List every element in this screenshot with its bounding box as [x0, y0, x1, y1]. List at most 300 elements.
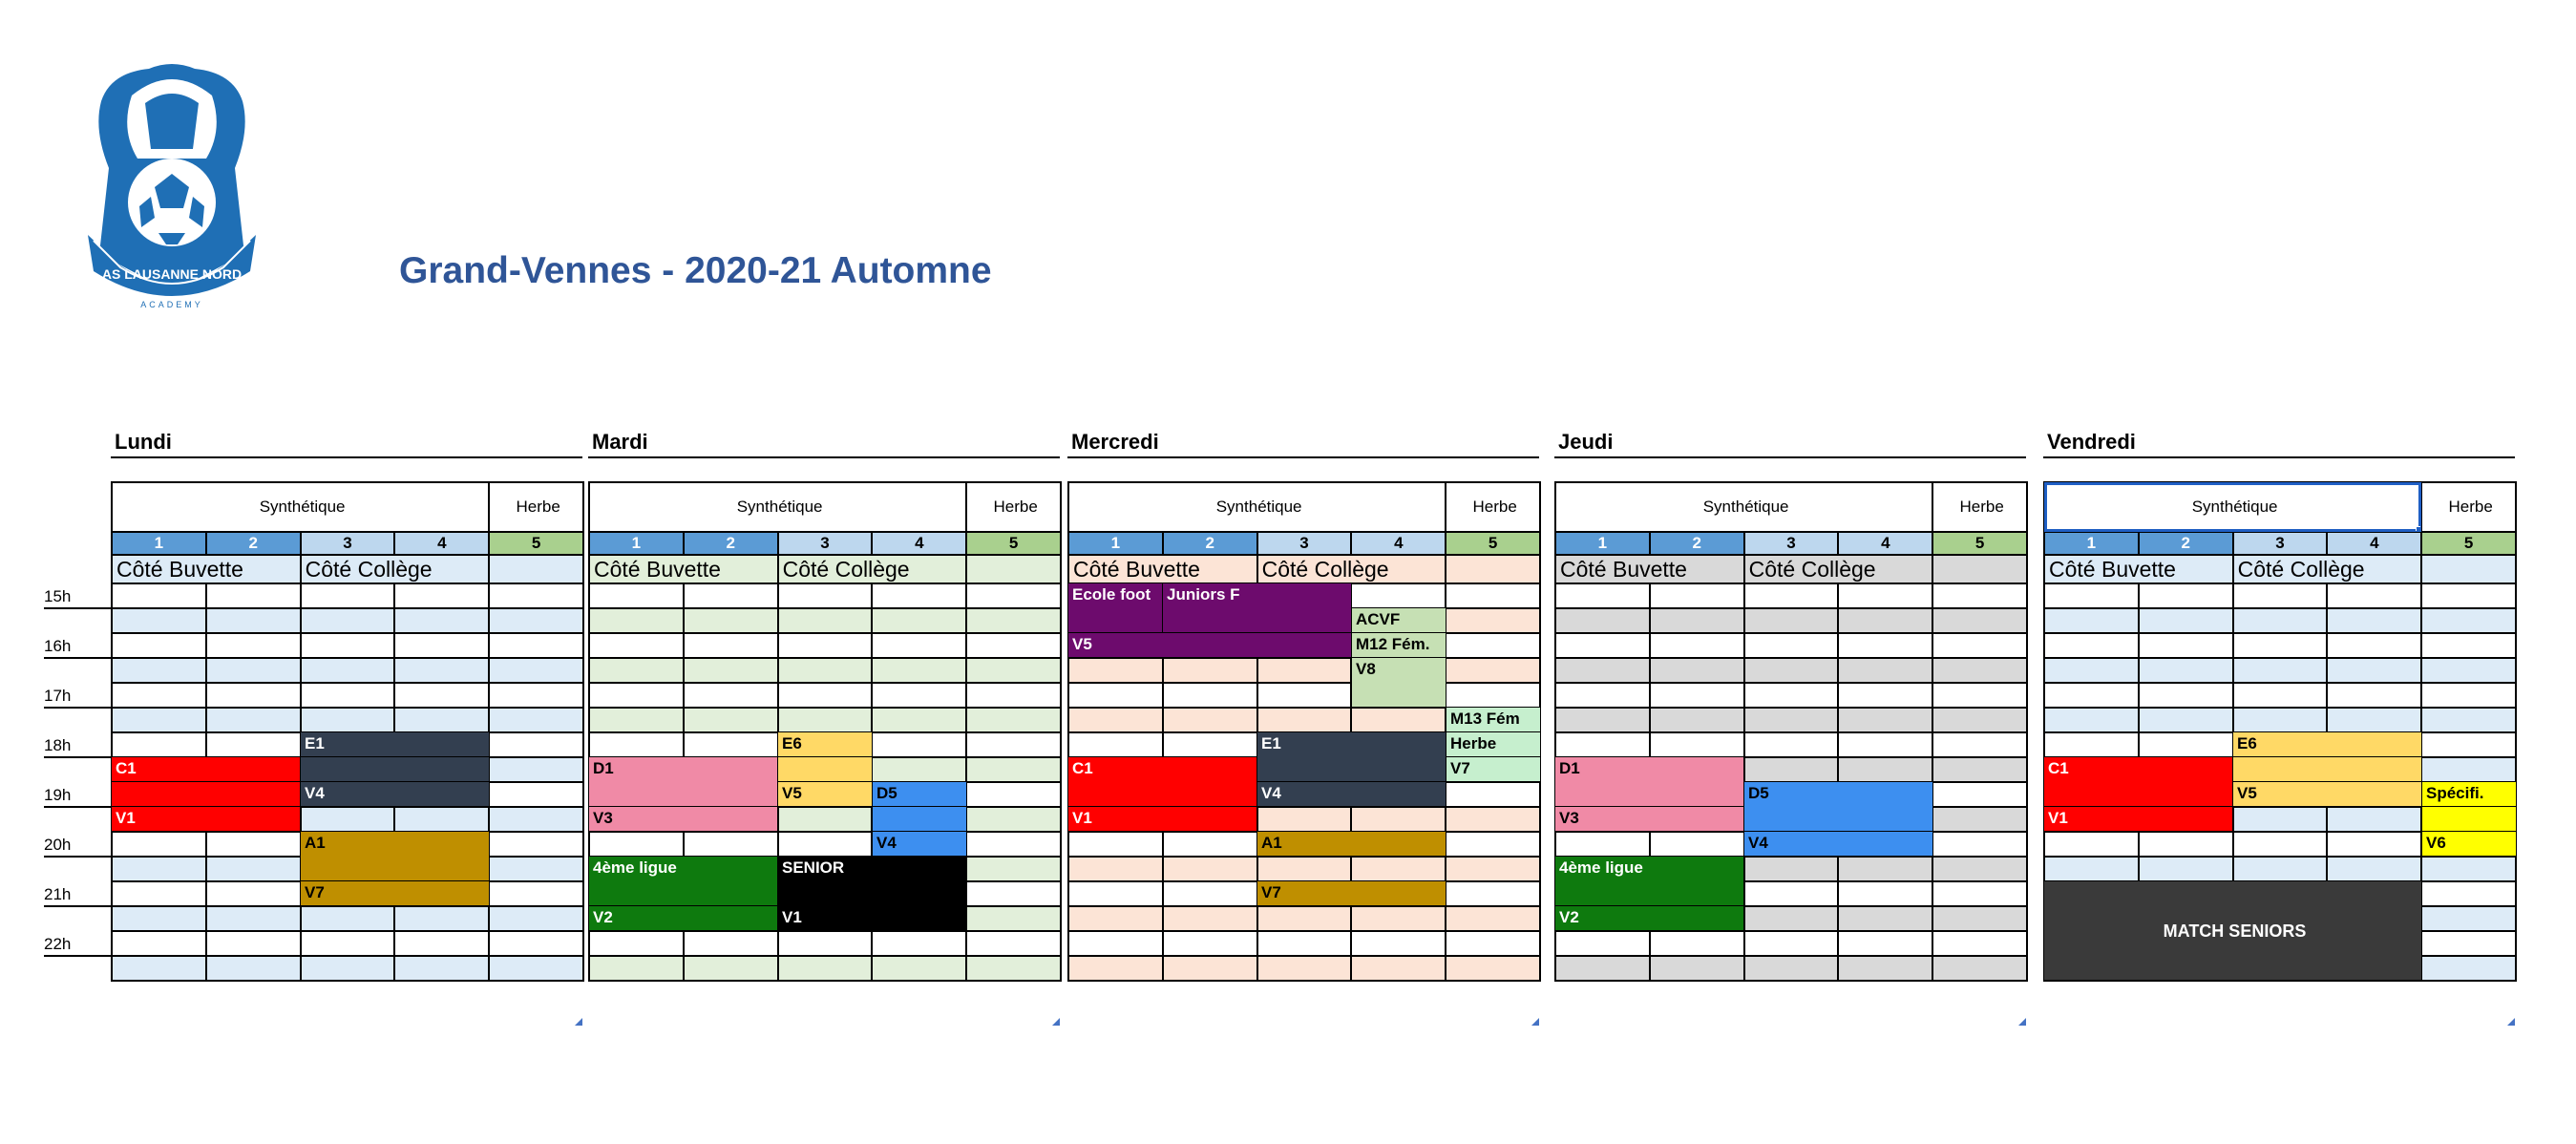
slot-cell[interactable]	[112, 931, 206, 956]
slot-cell[interactable]	[589, 956, 684, 981]
slot-cell[interactable]	[1932, 708, 2027, 732]
slot-cell[interactable]	[394, 906, 489, 931]
slot-cell[interactable]	[206, 857, 301, 881]
slot-cell[interactable]	[778, 633, 873, 658]
slot-cell[interactable]	[1932, 757, 2027, 782]
slot-cell[interactable]	[966, 956, 1061, 981]
slot-cell[interactable]	[1932, 881, 2027, 906]
slot-cell[interactable]	[1932, 906, 2027, 931]
slot-cell[interactable]	[966, 906, 1061, 931]
slot-cell[interactable]	[589, 583, 684, 608]
slot-cell[interactable]	[1838, 956, 1932, 981]
training-block[interactable]: C1	[112, 757, 300, 781]
slot-cell[interactable]	[589, 931, 684, 956]
slot-cell[interactable]	[1838, 708, 1932, 732]
slot-cell[interactable]	[2327, 708, 2421, 732]
slot-cell[interactable]	[1257, 906, 1352, 931]
slot-cell[interactable]	[489, 583, 583, 608]
slot-cell[interactable]	[1932, 807, 2027, 832]
slot-cell[interactable]	[489, 782, 583, 807]
training-block[interactable]: V2	[589, 906, 777, 930]
slot-cell[interactable]	[1650, 583, 1744, 608]
slot-cell[interactable]	[2139, 857, 2233, 881]
slot-cell[interactable]	[2044, 832, 2139, 857]
slot-cell[interactable]	[1163, 683, 1257, 708]
slot-cell[interactable]	[2327, 832, 2421, 857]
slot-cell[interactable]	[684, 832, 778, 857]
slot-cell[interactable]	[2327, 807, 2421, 832]
slot-cell[interactable]	[489, 881, 583, 906]
slot-cell[interactable]	[1932, 683, 2027, 708]
slot-cell[interactable]	[1351, 708, 1446, 732]
slot-cell[interactable]	[966, 608, 1061, 633]
slot-cell[interactable]	[778, 683, 873, 708]
slot-cell[interactable]	[206, 683, 301, 708]
training-block[interactable]: C1	[1068, 757, 1256, 806]
slot-cell[interactable]	[489, 658, 583, 683]
training-block[interactable]: E1	[301, 732, 489, 756]
slot-cell[interactable]	[1838, 683, 1932, 708]
slot-cell[interactable]	[684, 633, 778, 658]
slot-cell[interactable]	[1744, 857, 1839, 881]
slot-cell[interactable]	[1838, 931, 1932, 956]
slot-cell[interactable]	[2233, 608, 2328, 633]
slot-cell[interactable]	[2139, 683, 2233, 708]
slot-cell[interactable]	[206, 608, 301, 633]
slot-cell[interactable]	[1932, 583, 2027, 608]
slot-cell[interactable]	[2421, 583, 2516, 608]
slot-cell[interactable]	[966, 732, 1061, 757]
slot-cell[interactable]	[1257, 683, 1352, 708]
slot-cell[interactable]	[684, 708, 778, 732]
slot-cell[interactable]	[1068, 832, 1163, 857]
slot-cell[interactable]	[1446, 782, 1540, 807]
slot-cell[interactable]	[872, 583, 966, 608]
slot-cell[interactable]	[301, 807, 395, 832]
slot-cell[interactable]	[872, 931, 966, 956]
slot-cell[interactable]	[2421, 906, 2516, 931]
slot-cell[interactable]	[301, 608, 395, 633]
slot-cell[interactable]	[2139, 658, 2233, 683]
training-block[interactable]: 4ème ligue	[589, 857, 777, 905]
slot-cell[interactable]	[206, 583, 301, 608]
slot-cell[interactable]	[112, 633, 206, 658]
slot-cell[interactable]	[589, 832, 684, 857]
slot-cell[interactable]	[1351, 931, 1446, 956]
slot-cell[interactable]	[1446, 906, 1540, 931]
slot-cell[interactable]	[1650, 931, 1744, 956]
slot-cell[interactable]	[684, 931, 778, 956]
slot-cell[interactable]	[1744, 906, 1839, 931]
training-block[interactable]: ACVF	[1352, 608, 1446, 632]
slot-cell[interactable]	[394, 931, 489, 956]
training-block[interactable]: 4ème ligue	[1555, 857, 1743, 905]
slot-cell[interactable]	[206, 881, 301, 906]
slot-cell[interactable]	[966, 931, 1061, 956]
training-block[interactable]: V1	[2044, 807, 2232, 831]
slot-cell[interactable]	[2421, 608, 2516, 633]
slot-cell[interactable]	[1446, 832, 1540, 857]
training-block[interactable]: Spécifi.	[2422, 782, 2516, 806]
slot-cell[interactable]	[2421, 708, 2516, 732]
slot-cell[interactable]	[1446, 931, 1540, 956]
slot-cell[interactable]	[2044, 857, 2139, 881]
slot-cell[interactable]	[2327, 608, 2421, 633]
slot-cell[interactable]	[112, 906, 206, 931]
training-block[interactable]: V4	[1257, 782, 1446, 806]
slot-cell[interactable]	[1744, 633, 1839, 658]
slot-cell[interactable]	[206, 906, 301, 931]
training-block[interactable]: Juniors F	[1163, 583, 1351, 632]
slot-cell[interactable]	[1932, 658, 2027, 683]
slot-cell[interactable]	[872, 608, 966, 633]
slot-cell[interactable]	[1068, 931, 1163, 956]
slot-cell[interactable]	[1163, 881, 1257, 906]
training-block[interactable]: A1	[301, 832, 489, 880]
slot-cell[interactable]	[2421, 683, 2516, 708]
training-block[interactable]: C1	[2044, 757, 2232, 806]
slot-cell[interactable]	[2139, 732, 2233, 757]
slot-cell[interactable]	[1446, 956, 1540, 981]
slot-cell[interactable]	[1555, 633, 1650, 658]
slot-cell[interactable]	[1838, 583, 1932, 608]
slot-cell[interactable]	[589, 732, 684, 757]
synthetic-header[interactable]: Synthétique	[2044, 482, 2421, 532]
slot-cell[interactable]	[1068, 906, 1163, 931]
slot-cell[interactable]	[1650, 732, 1744, 757]
slot-cell[interactable]	[1744, 732, 1839, 757]
slot-cell[interactable]	[1163, 906, 1257, 931]
slot-cell[interactable]	[489, 807, 583, 832]
slot-cell[interactable]	[1932, 857, 2027, 881]
slot-cell[interactable]	[2421, 633, 2516, 658]
slot-cell[interactable]	[1932, 732, 2027, 757]
slot-cell[interactable]	[778, 708, 873, 732]
slot-cell[interactable]	[2044, 708, 2139, 732]
slot-cell[interactable]	[872, 757, 966, 782]
slot-cell[interactable]	[1351, 583, 1446, 608]
training-block[interactable]: V7	[1257, 881, 1446, 905]
slot-cell[interactable]	[1257, 931, 1352, 956]
slot-cell[interactable]	[206, 956, 301, 981]
slot-cell[interactable]	[1650, 608, 1744, 633]
slot-cell[interactable]	[684, 608, 778, 633]
slot-cell[interactable]	[966, 633, 1061, 658]
slot-cell[interactable]	[684, 732, 778, 757]
training-block[interactable]: SENIOR	[778, 857, 966, 905]
training-block[interactable]: V4	[301, 782, 489, 806]
training-block[interactable]: MATCH SENIORS	[2044, 881, 2421, 980]
slot-cell[interactable]	[489, 931, 583, 956]
slot-cell[interactable]	[2044, 683, 2139, 708]
slot-cell[interactable]	[778, 658, 873, 683]
slot-cell[interactable]	[1163, 956, 1257, 981]
slot-cell[interactable]	[2421, 931, 2516, 956]
slot-cell[interactable]	[1446, 583, 1540, 608]
training-block[interactable]: Ecole foot	[1068, 583, 1162, 632]
training-block[interactable]: Herbe	[1446, 732, 1540, 756]
training-block[interactable]: V3	[1555, 807, 1743, 831]
slot-cell[interactable]	[1163, 931, 1257, 956]
slot-cell[interactable]	[206, 658, 301, 683]
slot-cell[interactable]	[2233, 683, 2328, 708]
slot-cell[interactable]	[1650, 633, 1744, 658]
training-block[interactable]: V5	[1068, 633, 1351, 657]
slot-cell[interactable]	[394, 683, 489, 708]
slot-cell[interactable]	[2421, 956, 2516, 981]
slot-cell[interactable]	[778, 931, 873, 956]
training-block[interactable]	[301, 757, 489, 781]
slot-cell[interactable]	[2044, 633, 2139, 658]
slot-cell[interactable]	[489, 906, 583, 931]
slot-cell[interactable]	[2139, 708, 2233, 732]
slot-cell[interactable]	[1351, 956, 1446, 981]
slot-cell[interactable]	[2233, 708, 2328, 732]
slot-cell[interactable]	[966, 757, 1061, 782]
slot-cell[interactable]	[112, 881, 206, 906]
slot-cell[interactable]	[206, 708, 301, 732]
slot-cell[interactable]	[1650, 708, 1744, 732]
slot-cell[interactable]	[301, 931, 395, 956]
slot-cell[interactable]	[1555, 832, 1650, 857]
slot-cell[interactable]	[1257, 857, 1352, 881]
slot-cell[interactable]	[966, 583, 1061, 608]
slot-cell[interactable]	[1163, 658, 1257, 683]
slot-cell[interactable]	[589, 683, 684, 708]
slot-cell[interactable]	[2421, 757, 2516, 782]
training-block[interactable]: D1	[589, 757, 777, 806]
slot-cell[interactable]	[2139, 832, 2233, 857]
slot-cell[interactable]	[1446, 807, 1540, 832]
slot-cell[interactable]	[1838, 757, 1932, 782]
training-block[interactable]: E6	[2233, 732, 2421, 756]
slot-cell[interactable]	[1068, 683, 1163, 708]
slot-cell[interactable]	[872, 658, 966, 683]
slot-cell[interactable]	[778, 583, 873, 608]
slot-cell[interactable]	[778, 807, 873, 832]
slot-cell[interactable]	[1744, 708, 1839, 732]
slot-cell[interactable]	[1744, 881, 1839, 906]
slot-cell[interactable]	[966, 857, 1061, 881]
slot-cell[interactable]	[1838, 857, 1932, 881]
slot-cell[interactable]	[966, 832, 1061, 857]
slot-cell[interactable]	[394, 583, 489, 608]
slot-cell[interactable]	[2327, 583, 2421, 608]
slot-cell[interactable]	[1163, 857, 1257, 881]
slot-cell[interactable]	[684, 658, 778, 683]
slot-cell[interactable]	[2327, 857, 2421, 881]
slot-cell[interactable]	[1555, 931, 1650, 956]
slot-cell[interactable]	[1351, 807, 1446, 832]
slot-cell[interactable]	[1932, 931, 2027, 956]
slot-cell[interactable]	[489, 683, 583, 708]
training-block[interactable]	[778, 757, 872, 781]
slot-cell[interactable]	[489, 708, 583, 732]
training-block[interactable]: V2	[1555, 906, 1743, 930]
slot-cell[interactable]	[1838, 658, 1932, 683]
slot-cell[interactable]	[872, 633, 966, 658]
slot-cell[interactable]	[966, 782, 1061, 807]
slot-cell[interactable]	[1932, 782, 2027, 807]
slot-cell[interactable]	[872, 683, 966, 708]
slot-cell[interactable]	[2139, 608, 2233, 633]
slot-cell[interactable]	[489, 633, 583, 658]
training-block[interactable]	[112, 782, 300, 806]
slot-cell[interactable]	[394, 633, 489, 658]
training-block[interactable]: D1	[1555, 757, 1743, 806]
training-block[interactable]: V4	[1744, 832, 1932, 856]
slot-cell[interactable]	[112, 956, 206, 981]
slot-cell[interactable]	[1446, 633, 1540, 658]
slot-cell[interactable]	[112, 683, 206, 708]
slot-cell[interactable]	[778, 608, 873, 633]
slot-cell[interactable]	[112, 583, 206, 608]
slot-cell[interactable]	[1446, 881, 1540, 906]
training-block[interactable]: V5	[778, 782, 872, 806]
slot-cell[interactable]	[684, 583, 778, 608]
training-block[interactable]: V8	[1352, 658, 1446, 707]
slot-cell[interactable]	[112, 708, 206, 732]
slot-cell[interactable]	[684, 956, 778, 981]
slot-cell[interactable]	[394, 956, 489, 981]
slot-cell[interactable]	[778, 832, 873, 857]
slot-cell[interactable]	[394, 658, 489, 683]
training-block[interactable]: V1	[112, 807, 300, 831]
slot-cell[interactable]	[206, 931, 301, 956]
slot-cell[interactable]	[1257, 708, 1352, 732]
training-block[interactable]	[873, 807, 966, 831]
slot-cell[interactable]	[872, 956, 966, 981]
training-block[interactable]: E6	[778, 732, 872, 756]
slot-cell[interactable]	[872, 732, 966, 757]
slot-cell[interactable]	[1555, 658, 1650, 683]
slot-cell[interactable]	[2421, 857, 2516, 881]
slot-cell[interactable]	[489, 732, 583, 757]
slot-cell[interactable]	[2327, 658, 2421, 683]
slot-cell[interactable]	[1351, 906, 1446, 931]
slot-cell[interactable]	[206, 832, 301, 857]
slot-cell[interactable]	[684, 683, 778, 708]
slot-cell[interactable]	[1838, 881, 1932, 906]
slot-cell[interactable]	[489, 956, 583, 981]
slot-cell[interactable]	[2233, 832, 2328, 857]
slot-cell[interactable]	[1446, 857, 1540, 881]
slot-cell[interactable]	[589, 608, 684, 633]
slot-cell[interactable]	[1932, 633, 2027, 658]
slot-cell[interactable]	[2233, 583, 2328, 608]
slot-cell[interactable]	[112, 608, 206, 633]
slot-cell[interactable]	[1744, 683, 1839, 708]
slot-cell[interactable]	[1744, 658, 1839, 683]
slot-cell[interactable]	[394, 608, 489, 633]
slot-cell[interactable]	[872, 708, 966, 732]
slot-cell[interactable]	[489, 608, 583, 633]
slot-cell[interactable]	[2044, 608, 2139, 633]
training-block[interactable]: M12 Fém.	[1352, 633, 1446, 657]
training-block[interactable]: A1	[1257, 832, 1446, 856]
training-block[interactable]: V1	[1068, 807, 1256, 831]
slot-cell[interactable]	[1650, 832, 1744, 857]
training-block[interactable]: D5	[1744, 782, 1932, 831]
slot-cell[interactable]	[112, 732, 206, 757]
slot-cell[interactable]	[1932, 608, 2027, 633]
slot-cell[interactable]	[1650, 658, 1744, 683]
slot-cell[interactable]	[2233, 633, 2328, 658]
slot-cell[interactable]	[1446, 683, 1540, 708]
slot-cell[interactable]	[1744, 931, 1839, 956]
slot-cell[interactable]	[206, 633, 301, 658]
slot-cell[interactable]	[1068, 708, 1163, 732]
slot-cell[interactable]	[1744, 608, 1839, 633]
slot-cell[interactable]	[1351, 857, 1446, 881]
slot-cell[interactable]	[966, 881, 1061, 906]
slot-cell[interactable]	[1838, 906, 1932, 931]
slot-cell[interactable]	[1068, 658, 1163, 683]
training-block[interactable]	[2233, 757, 2421, 781]
slot-cell[interactable]	[301, 583, 395, 608]
slot-cell[interactable]	[394, 708, 489, 732]
slot-cell[interactable]	[112, 658, 206, 683]
slot-cell[interactable]	[1650, 683, 1744, 708]
slot-cell[interactable]	[489, 832, 583, 857]
slot-cell[interactable]	[1163, 832, 1257, 857]
slot-cell[interactable]	[112, 832, 206, 857]
slot-cell[interactable]	[301, 708, 395, 732]
slot-cell[interactable]	[966, 683, 1061, 708]
slot-cell[interactable]	[589, 708, 684, 732]
slot-cell[interactable]	[1068, 857, 1163, 881]
slot-cell[interactable]	[301, 956, 395, 981]
slot-cell[interactable]	[2421, 658, 2516, 683]
slot-cell[interactable]	[1838, 732, 1932, 757]
slot-cell[interactable]	[489, 757, 583, 782]
slot-cell[interactable]	[1068, 732, 1163, 757]
slot-cell[interactable]	[301, 658, 395, 683]
slot-cell[interactable]	[2044, 583, 2139, 608]
slot-cell[interactable]	[1555, 708, 1650, 732]
training-block[interactable]: M13 Fém	[1446, 708, 1540, 731]
slot-cell[interactable]	[1257, 658, 1352, 683]
slot-cell[interactable]	[589, 633, 684, 658]
slot-cell[interactable]	[1555, 956, 1650, 981]
slot-cell[interactable]	[1163, 708, 1257, 732]
slot-cell[interactable]	[778, 956, 873, 981]
slot-cell[interactable]	[1838, 608, 1932, 633]
slot-cell[interactable]	[1555, 683, 1650, 708]
slot-cell[interactable]	[1932, 832, 2027, 857]
training-block[interactable]: E1	[1257, 732, 1446, 781]
slot-cell[interactable]	[1257, 956, 1352, 981]
slot-cell[interactable]	[1446, 658, 1540, 683]
slot-cell[interactable]	[1555, 608, 1650, 633]
slot-cell[interactable]	[2421, 732, 2516, 757]
slot-cell[interactable]	[1744, 956, 1839, 981]
slot-cell[interactable]	[2233, 807, 2328, 832]
slot-cell[interactable]	[1838, 633, 1932, 658]
slot-cell[interactable]	[2139, 633, 2233, 658]
slot-cell[interactable]	[489, 857, 583, 881]
training-block[interactable]: V1	[778, 906, 966, 930]
slot-cell[interactable]	[966, 658, 1061, 683]
slot-cell[interactable]	[1932, 956, 2027, 981]
training-block[interactable]: D5	[873, 782, 966, 806]
slot-cell[interactable]	[2327, 633, 2421, 658]
slot-cell[interactable]	[1744, 583, 1839, 608]
slot-cell[interactable]	[2233, 658, 2328, 683]
slot-cell[interactable]	[1555, 732, 1650, 757]
slot-cell[interactable]	[1744, 757, 1839, 782]
slot-cell[interactable]	[206, 732, 301, 757]
